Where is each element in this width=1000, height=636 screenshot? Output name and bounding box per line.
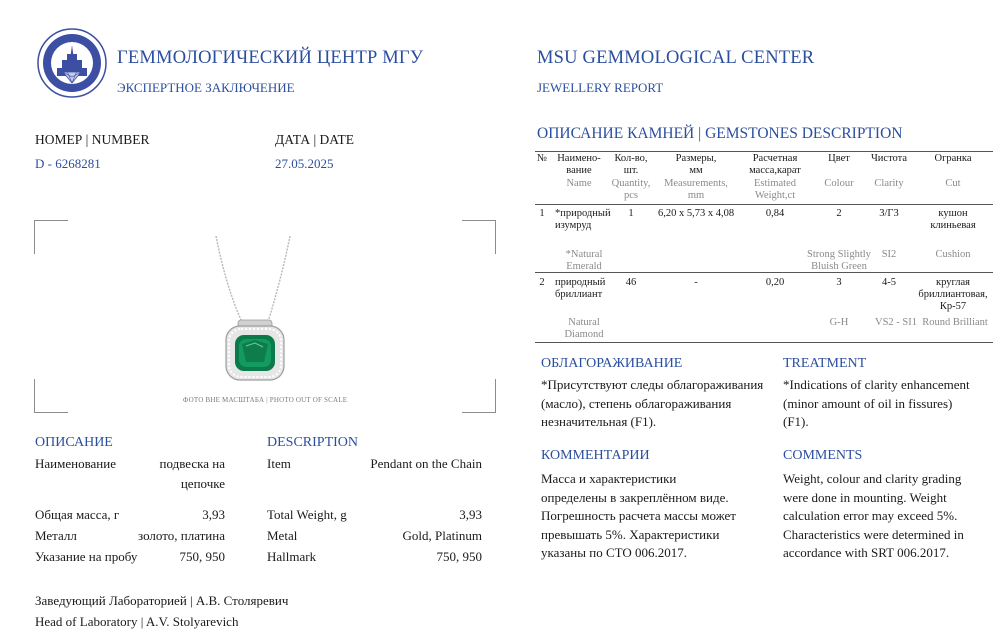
center-title-en: MSU GEMMOLOGICAL CENTER bbox=[537, 48, 815, 68]
col-header-color-ru: Цвет bbox=[828, 153, 850, 164]
text-line: определены в закреплённом виде. bbox=[541, 489, 729, 505]
item-value-ru: подвеска на bbox=[159, 456, 225, 471]
col-header-qty-en: Quantity, pcs bbox=[611, 178, 651, 201]
row-cut-en: Cushion bbox=[935, 249, 971, 260]
row-clarity-en: SI2 bbox=[881, 249, 897, 260]
row-cut-ru: круглая бриллиантовая, Кр-57 bbox=[918, 277, 988, 312]
photo-scale-note: ФОТО ВНЕ МАСШТАБА | PHOTO OUT OF SCALE bbox=[182, 396, 348, 404]
photo-frame bbox=[34, 220, 496, 413]
item-label-en: Item bbox=[267, 456, 291, 471]
metal-label-en: Metal bbox=[267, 528, 298, 543]
row-qty: 46 bbox=[625, 277, 637, 288]
text-line: *Indications of clarity enhancement bbox=[783, 377, 970, 392]
row-size: - bbox=[694, 277, 698, 288]
gemstones-heading: ОПИСАНИЕ КАМНЕЙ | GEMSTONES DESCRIPTION bbox=[537, 125, 903, 142]
row-qty: 1 bbox=[628, 208, 634, 219]
row-clarity-ru: 4-5 bbox=[882, 277, 896, 288]
report-date-value: 27.05.2025 bbox=[275, 156, 334, 171]
hallmark-label-en: Hallmark bbox=[267, 549, 317, 564]
total-weight-label-ru: Общая масса, г bbox=[35, 507, 120, 522]
row-no: 1 bbox=[539, 208, 545, 219]
table-rule bbox=[535, 151, 993, 152]
row-clarity-en: VS2 - SI1 bbox=[874, 317, 917, 328]
col-header-no: № bbox=[536, 153, 548, 164]
comments-heading-en: COMMENTS bbox=[783, 448, 863, 463]
text-line: (масло), степень облагораживания bbox=[541, 395, 732, 411]
comments-text-ru bbox=[541, 470, 736, 563]
item-label-ru: Наименование bbox=[35, 456, 116, 471]
treatment-text-ru bbox=[541, 376, 763, 432]
row-clarity-ru: 3/Г3 bbox=[879, 208, 899, 219]
treatment-heading-ru: ОБЛАГОРАЖИВАНИЕ bbox=[541, 356, 683, 371]
hallmark-label-ru: Указание на пробу bbox=[35, 549, 138, 564]
text-line: were done in mounting. Weight bbox=[783, 489, 947, 505]
col-header-weight-ru: Расчетная масса,карат bbox=[749, 153, 801, 176]
description-heading-en: DESCRIPTION bbox=[267, 435, 359, 450]
report-number-label: НОМЕР | NUMBER bbox=[35, 132, 150, 147]
col-header-clarity-ru: Чистота bbox=[870, 153, 908, 164]
text-line: (F1). bbox=[783, 414, 809, 429]
row-name-en: *Natural Emerald bbox=[565, 249, 603, 272]
col-header-name-ru: Наимено- вание bbox=[557, 153, 601, 176]
report-date-label: ДАТА | DATE bbox=[275, 132, 355, 147]
comments-text-en bbox=[783, 470, 964, 563]
signature-en: Head of Laboratory | A.V. Stolyarevich bbox=[35, 614, 239, 629]
col-header-size-en: Measurements, mm bbox=[664, 178, 728, 201]
metal-label-ru: Металл bbox=[35, 528, 77, 543]
hallmark-value-ru: 750, 950 bbox=[179, 549, 225, 564]
col-header-color-en: Colour bbox=[824, 178, 854, 189]
col-header-cut-en: Cut bbox=[945, 178, 961, 189]
row-size: 6,20 x 5,73 x 4,08 bbox=[657, 208, 735, 219]
text-line: Weight, colour and clarity grading bbox=[783, 471, 962, 486]
row-color-en: G-H bbox=[829, 317, 849, 328]
report-subtitle-en: JEWELLERY REPORT bbox=[537, 80, 664, 95]
report-subtitle-ru: ЭКСПЕРТНОЕ ЗАКЛЮЧЕНИЕ bbox=[117, 80, 295, 95]
description-heading-ru: ОПИСАНИЕ bbox=[35, 435, 113, 450]
center-title-ru: ГЕММОЛОГИЧЕСКИЙ ЦЕНТР МГУ bbox=[117, 48, 424, 68]
row-name-en: Natural Diamond bbox=[564, 317, 604, 340]
comments-heading-ru: КОММЕНТАРИИ bbox=[541, 448, 650, 463]
text-line: Масса и характеристики bbox=[541, 471, 677, 486]
total-weight-label-en: Total Weight, g bbox=[267, 507, 347, 522]
table-rule bbox=[535, 204, 993, 205]
col-header-size-ru: Размеры, мм bbox=[675, 153, 717, 176]
row-cut-ru: кушон клиньевая bbox=[930, 208, 976, 231]
metal-value-en: Gold, Platinum bbox=[402, 528, 482, 543]
item-value-ru-line2: цепочке bbox=[180, 476, 225, 491]
row-color-en: Strong Slightly Bluish Green bbox=[807, 249, 871, 272]
text-line: Characteristics were determined in bbox=[783, 526, 964, 542]
treatment-heading-en: TREATMENT bbox=[783, 356, 867, 371]
total-weight-value-ru: 3,93 bbox=[202, 507, 225, 522]
row-cut-en: Round Brilliant bbox=[922, 317, 988, 328]
col-header-name-en: Name bbox=[566, 178, 592, 189]
text-line: Погрешность расчета массы может bbox=[541, 508, 736, 523]
row-name-ru: *природный изумруд bbox=[555, 208, 611, 231]
msu-university-emblem-icon bbox=[37, 28, 107, 98]
col-header-qty-ru: Кол-во, шт. bbox=[614, 153, 648, 176]
row-color-ru: 3 bbox=[836, 277, 842, 288]
row-weight: 0,20 bbox=[765, 277, 785, 288]
gemstones-table bbox=[535, 151, 993, 343]
metal-value-ru: золото, платина bbox=[138, 528, 225, 543]
treatment-text-en bbox=[783, 376, 970, 432]
text-line: *Присутствуют следы облагораживания bbox=[541, 377, 764, 392]
text-line: accordance with SRT 006.2017. bbox=[783, 545, 950, 560]
col-header-clarity-en: Clarity bbox=[874, 178, 904, 189]
total-weight-value-en: 3,93 bbox=[459, 507, 482, 522]
col-header-cut-ru: Огранка bbox=[934, 153, 972, 164]
row-name-ru: природный бриллиант bbox=[555, 277, 606, 300]
row-no: 2 bbox=[539, 277, 545, 288]
row-color-ru: 2 bbox=[836, 208, 842, 219]
frame-corner bbox=[462, 220, 496, 254]
pendant-photo-icon bbox=[206, 236, 306, 382]
row-weight: 0,84 bbox=[765, 208, 785, 219]
text-line: указаны по СТО 006.2017. bbox=[541, 545, 688, 560]
text-line: (minor amount of oil in fissures) bbox=[783, 395, 953, 411]
report-number-value: D - 6268281 bbox=[35, 156, 101, 171]
frame-corner bbox=[34, 220, 68, 254]
text-line: превышать 5%. Характеристики bbox=[541, 526, 720, 542]
text-line: calculation error may exceed 5%. bbox=[783, 508, 958, 523]
item-value-en: Pendant on the Chain bbox=[370, 456, 482, 471]
table-rule bbox=[535, 342, 993, 343]
text-line: незначительная (F1). bbox=[541, 414, 657, 429]
col-header-weight-en: Estimated Weight,ct bbox=[754, 178, 796, 201]
signature-ru: Заведующий Лабораторией | А.В. Столяревич bbox=[35, 593, 289, 608]
hallmark-value-en: 750, 950 bbox=[436, 549, 482, 564]
